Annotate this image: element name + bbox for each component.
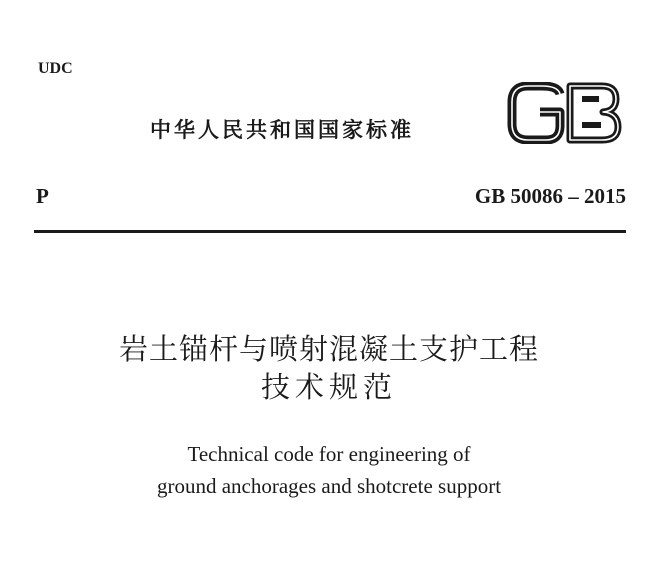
english-title [0, 438, 658, 502]
chinese-title-line-2: 技术规范 [260, 370, 397, 404]
issuer-title: 中华人民共和国国家标准 [150, 118, 414, 142]
udc-label: UDC [38, 60, 73, 77]
chinese-title-line-1: 岩土锚杆与喷射混凝土支护工程 [118, 332, 539, 366]
gb-logo [506, 82, 624, 144]
english-title-line-2: ground anchorages and shotcrete support [156, 474, 502, 498]
standard-number: GB 50086 – 2015 [474, 184, 626, 208]
chinese-title [0, 330, 658, 406]
english-title-line-1: Technical code for engineering of [187, 442, 471, 466]
header-divider [34, 230, 626, 233]
category-code: P [36, 184, 49, 208]
